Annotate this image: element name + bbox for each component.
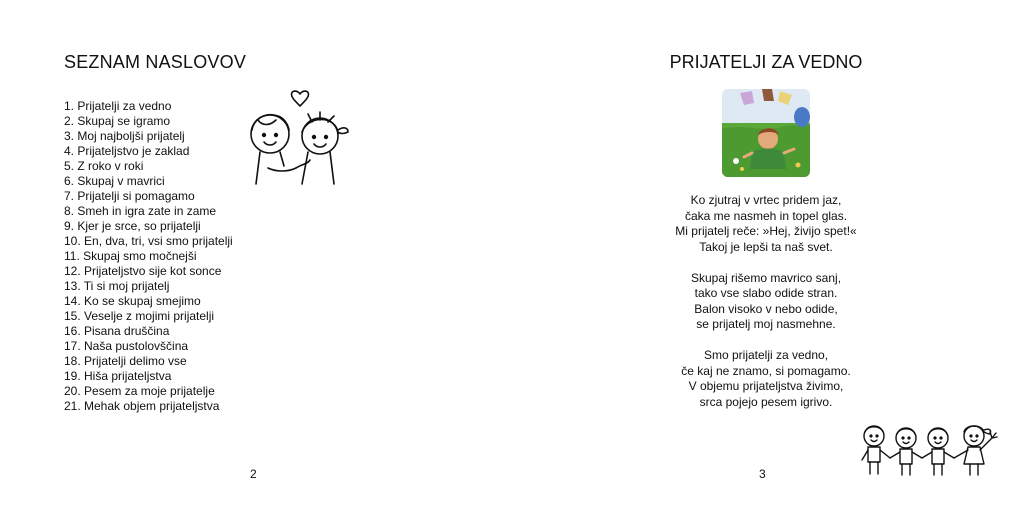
toc-title: SEZNAM NASLOVOV (64, 52, 247, 72)
poem (511, 193, 1021, 426)
toc-item: 4. Prijateljstvo je zaklad (64, 144, 190, 158)
toc-item: 16. Pisana druščina (64, 324, 170, 338)
toc-item: 15. Veselje z mojimi prijatelji (64, 309, 215, 323)
poem-stanza (511, 271, 1021, 333)
poem-line: Balon visoko v nebo odide, (694, 301, 838, 316)
poem-line: Smo prijatelji za vedno, (703, 348, 829, 362)
poem-line: se prijatelj moj nasmehne. (696, 317, 836, 331)
toc-item: 14. Ko se skupaj smejimo (64, 294, 201, 308)
toc-item: 13. Ti si moj prijatelj (64, 279, 170, 293)
page-number: 2 (250, 467, 257, 481)
poem-line: Skupaj rišemo mavrico sanj, (690, 270, 842, 285)
left-page (0, 0, 510, 510)
poem-line: srca pojejo pesem igrivo. (699, 394, 833, 409)
toc-item: 2. Skupaj se igramo (64, 114, 171, 128)
poem-line: Ko zjutraj v vrtec pridem jaz, (690, 193, 842, 207)
poem-line: Mi prijatelj reče: »Hej, živijo spet!« (675, 224, 857, 238)
toc-item: 6. Skupaj v mavrici (64, 174, 165, 188)
toc-item: 7. Prijatelji si pomagamo (64, 189, 195, 203)
toc-item: 20. Pesem za moje prijatelje (64, 384, 215, 398)
toc-item: 9. Kjer je srce, so prijatelji (64, 219, 201, 233)
toc-list (64, 99, 233, 414)
poem-line: V objemu prijateljstva živimo, (688, 379, 844, 393)
toc-item: 10. En, dva, tri, vsi smo prijatelji (64, 234, 233, 248)
toc-item: 19. Hiša prijateljstva (64, 369, 172, 383)
right-page (511, 0, 1021, 510)
toc-item: 21. Mehak objem prijateljstva (64, 399, 220, 413)
poem-stanza (511, 348, 1021, 410)
poem-line: čaka me nasmeh in topel glas. (684, 208, 848, 223)
page-number: 3 (759, 467, 766, 481)
child-on-grass-illustration (722, 89, 810, 177)
toc-item: 17. Naša pustolovščina (64, 339, 189, 353)
toc-item: 3. Moj najboljši prijatelj (64, 129, 185, 143)
toc-item: 1. Prijatelji za vedno (64, 99, 172, 113)
toc-item: 8. Smeh in igra zate in zame (64, 204, 217, 218)
poem-title: PRIJATELJI ZA VEDNO (669, 52, 863, 72)
toc-item: 12. Prijateljstvo sije kot sonce (64, 264, 222, 278)
toc-item: 11. Skupaj smo močnejši (64, 249, 197, 263)
toc-item: 5. Z roko v roki (64, 159, 144, 173)
poem-line: tako vse slabo odide stran. (694, 286, 838, 300)
poem-line: če kaj ne znamo, si pomagamo. (681, 363, 851, 378)
poem-stanza (511, 193, 1021, 255)
four-children-holding-hands-icon (856, 420, 1006, 480)
hugging-friends-heart-icon (236, 90, 356, 190)
poem-line: Takoj je lepši ta naš svet. (699, 239, 833, 254)
toc-item: 18. Prijatelji delimo vse (64, 354, 187, 368)
